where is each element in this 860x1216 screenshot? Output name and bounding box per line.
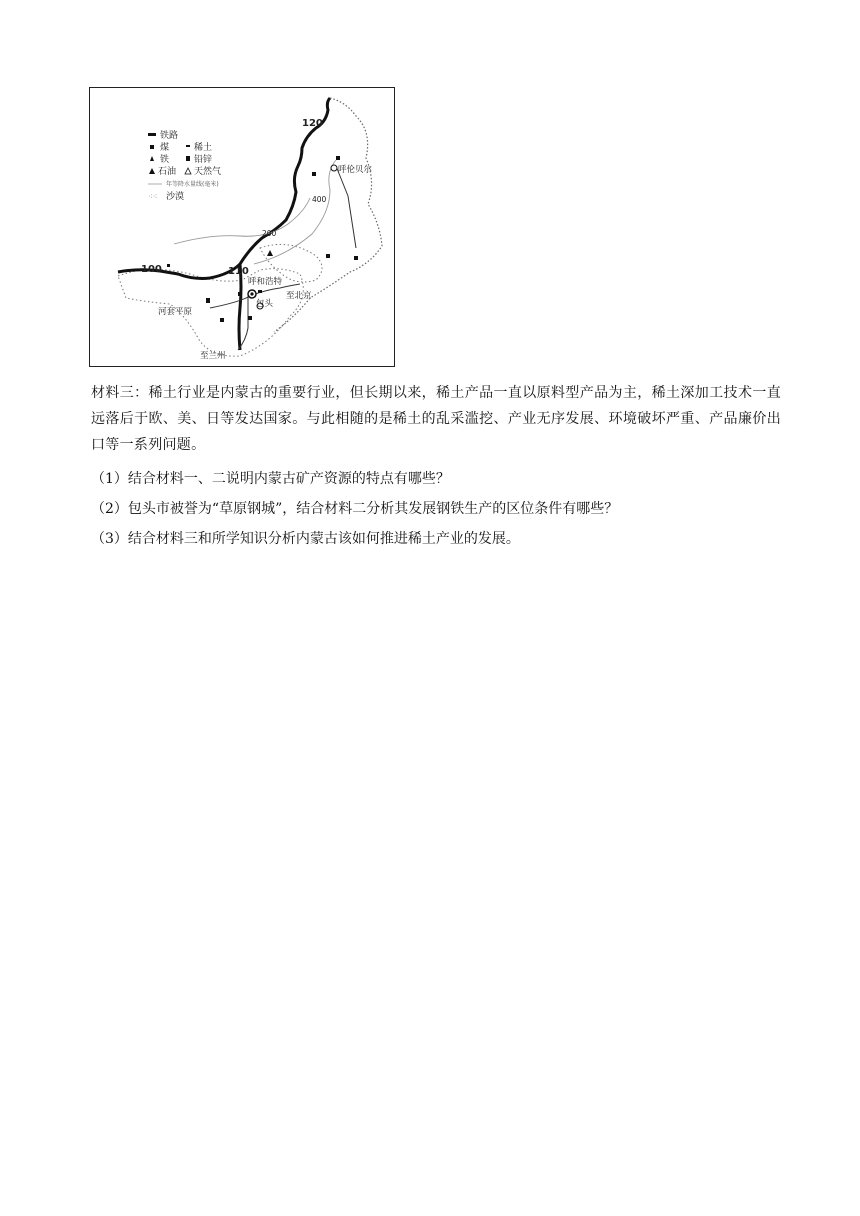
legend-lead-zinc: 铅锌	[194, 155, 213, 165]
desert-symbol: ⁖⁖	[148, 192, 158, 201]
legend-oil: 石油	[158, 167, 177, 177]
legend-gas: 天然气	[194, 167, 222, 177]
isohyet-label-200: 200	[262, 229, 277, 238]
legend-coal: 煤	[160, 143, 170, 153]
material-three: 材料三：稀土行业是内蒙古的重要行业，但长期以来，稀土产品一直以原料型产品为主，稀土深加工技术一直远落后于欧、美、日等发达国家。与此相随的是稀土的乱采滥挖、产业无序发展、环境破坏严重、产品廉价出口等一系列问题。	[91, 385, 781, 453]
text-content	[91, 380, 781, 554]
place-hulunbeier: 呼伦贝尔	[338, 165, 373, 175]
resource-markers	[206, 156, 358, 322]
legend-desert: 沙漠	[166, 192, 185, 202]
isohyet-label-400: 400	[312, 195, 327, 204]
map-legend	[148, 129, 221, 202]
place-baotou: 包头	[256, 299, 274, 309]
legend-iron: 铁	[160, 155, 170, 165]
railway-lines	[210, 166, 356, 350]
longitude-110: 110	[228, 266, 249, 277]
longitude-100: 100	[141, 264, 162, 275]
legend-isohyet: 年等降水量线(毫米)	[166, 181, 219, 188]
question-3: （3）结合材料三和所学知识分析内蒙古该如何推进稀土产业的发展。	[91, 531, 520, 547]
inner-mongolia-map	[89, 87, 395, 367]
place-hetao: 河套平原	[158, 307, 193, 317]
place-hohhot: 呼和浩特	[248, 277, 283, 287]
hulunbeier-marker	[331, 165, 337, 171]
legend-railway: 铁路	[160, 131, 179, 141]
place-to-lanzhou: 至兰州	[200, 351, 226, 361]
question-2: （2）包头市被誉为“草原钢城”，结合材料二分析其发展钢铁生产的区位条件有哪些？	[91, 501, 619, 517]
map-svg	[90, 88, 394, 366]
longitude-120: 120	[302, 118, 323, 129]
place-to-beijing: 至北京	[286, 291, 312, 301]
question-1: （1）结合材料一、二说明内蒙古矿产资源的特点有哪些？	[91, 471, 450, 487]
legend-rare-earth: 稀土	[194, 143, 213, 153]
border-line	[118, 98, 330, 279]
